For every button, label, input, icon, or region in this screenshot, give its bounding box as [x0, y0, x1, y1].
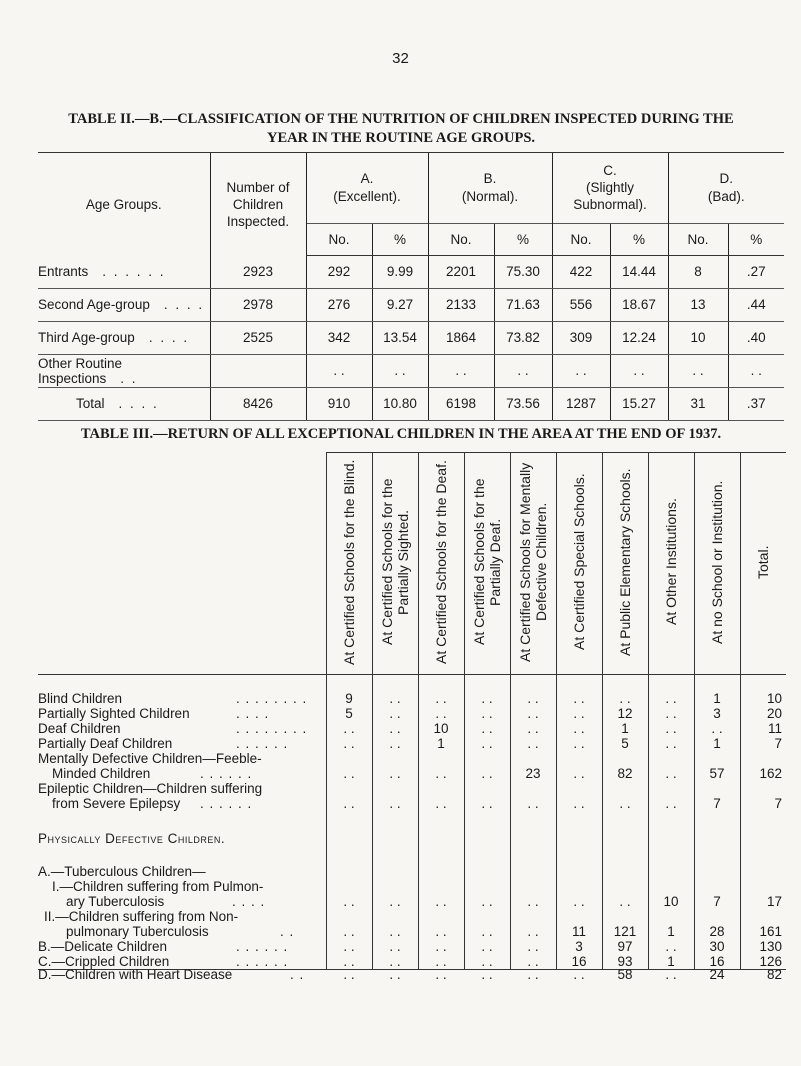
table-cell: . . — [481, 796, 493, 811]
table-cell: . . — [435, 967, 447, 982]
table-cell: . . — [573, 894, 585, 909]
table-cell: . . — [389, 967, 401, 982]
table-cell: . . — [527, 796, 539, 811]
table-cell: 7 — [713, 894, 721, 909]
cell-d-pct: .40 — [728, 321, 784, 354]
table3-header-rule — [38, 674, 786, 675]
a-no-header: No. — [306, 223, 372, 255]
table-cell: . . — [665, 766, 677, 781]
table-cell: 16 — [709, 954, 725, 969]
table-cell: . . — [711, 721, 723, 736]
total-cell: 20 — [766, 706, 782, 721]
nutrition-table — [38, 152, 784, 421]
table-cell: . . — [481, 924, 493, 939]
table-cell: . . — [343, 721, 355, 736]
table-cell: . . — [481, 706, 493, 721]
table-cell: 1 — [713, 691, 721, 706]
table-cell: 12 — [617, 706, 633, 721]
table-cell: . . — [527, 691, 539, 706]
table-cell: . . — [665, 721, 677, 736]
table-cell: . . — [435, 691, 447, 706]
dot-leader: . . . . — [148, 330, 190, 345]
table-cell: 57 — [709, 766, 725, 781]
age-group-label — [38, 288, 210, 321]
total-cell: 17 — [766, 894, 782, 909]
dot-leader: . . — [290, 967, 305, 982]
table-cell: . . — [619, 796, 631, 811]
total-cell: 7 — [774, 796, 782, 811]
grade-a-header — [306, 153, 428, 224]
cell-a-no: 292 — [306, 255, 372, 288]
cell-b-pct: 73.82 — [494, 321, 552, 354]
dot-leader: . . . . . . — [236, 939, 289, 954]
table-cell: . . — [389, 924, 401, 939]
grade-d-letter: D. — [719, 170, 733, 186]
cell-b-pct: 73.56 — [494, 387, 552, 420]
cell-inspected — [210, 354, 306, 387]
table-cell: 1 — [713, 736, 721, 751]
cell-d-pct: .27 — [728, 255, 784, 288]
column-header — [649, 455, 693, 669]
table-cell: . . — [527, 721, 539, 736]
table-cell: . . — [343, 954, 355, 969]
column-header-text: At Certified Schools for the Partially Sighted. — [379, 478, 411, 646]
column-header — [373, 455, 417, 669]
column-header — [741, 455, 785, 669]
row-label: Blind Children — [38, 691, 123, 706]
a-pct-header: % — [372, 223, 428, 255]
d-no-header: No. — [668, 223, 728, 255]
dot-leader: . . . . . . — [102, 263, 166, 279]
table-cell: . . — [435, 894, 447, 909]
table-cell: 1 — [437, 736, 445, 751]
dot-leader: . . — [280, 924, 295, 939]
table-cell: . . — [665, 796, 677, 811]
table-cell: 11 — [571, 924, 586, 939]
table-cell: . . — [481, 721, 493, 736]
column-header-text: Total. — [755, 545, 771, 579]
table-cell: 24 — [709, 967, 725, 982]
cell-b-pct: 71.63 — [494, 288, 552, 321]
table-cell: . . — [527, 924, 539, 939]
table-cell: 58 — [617, 967, 633, 982]
table-cell: . . — [527, 954, 539, 969]
grade-c-letter: C. — [603, 163, 617, 179]
cell-b-no: 6198 — [428, 387, 494, 420]
cell-d-pct: . . — [728, 354, 784, 387]
cell-a-pct: 10.80 — [372, 387, 428, 420]
cell-c-pct: 18.67 — [610, 288, 668, 321]
table-cell: . . — [389, 954, 401, 969]
table-cell: 1 — [621, 721, 629, 736]
table-cell: . . — [343, 939, 355, 954]
table-cell: . . — [665, 939, 677, 954]
total-cell: 82 — [766, 967, 782, 982]
cell-a-no: . . — [306, 354, 372, 387]
column-header — [511, 455, 555, 669]
table-cell: . . — [573, 796, 585, 811]
table-cell: 9 — [345, 691, 353, 706]
table-cell: . . — [481, 939, 493, 954]
table-cell: 97 — [617, 939, 633, 954]
total-cell: 7 — [774, 736, 782, 751]
dot-leader: . . . . — [163, 297, 205, 312]
age-groups-header: Age Groups. — [38, 153, 210, 256]
table-row — [38, 321, 784, 354]
table-cell: . . — [389, 706, 401, 721]
table-row — [38, 288, 784, 321]
cell-a-pct: . . — [372, 354, 428, 387]
table2-title — [40, 110, 762, 148]
table-cell: . . — [481, 736, 493, 751]
number-inspected-header: Number of Children Inspected. — [210, 153, 306, 256]
table-cell: 1 — [667, 924, 675, 939]
column-header-text: At Certified Schools for the Deaf. — [433, 460, 449, 664]
table-cell: . . — [665, 706, 677, 721]
row-label: C.—Crippled Children — [38, 954, 170, 969]
table-cell: . . — [665, 736, 677, 751]
age-group-name: Second Age-group — [38, 297, 150, 312]
table-cell: 3 — [713, 706, 721, 721]
table-cell: . . — [343, 894, 355, 909]
age-group-label — [38, 387, 210, 420]
cell-d-no: . . — [668, 354, 728, 387]
table-cell: . . — [619, 894, 631, 909]
table-cell: . . — [389, 894, 401, 909]
cell-d-pct: .37 — [728, 387, 784, 420]
age-group-label — [38, 321, 210, 354]
column-header-text: At Certified Schools for the Blind. — [341, 459, 357, 665]
column-header-text: At Public Elementary Schools. — [617, 468, 633, 656]
table-cell: . . — [573, 721, 585, 736]
table-cell: . . — [343, 967, 355, 982]
grade-b-header — [428, 153, 552, 224]
row-label: I.—Children suffering from Pulmon- — [52, 879, 264, 894]
column-header — [419, 455, 463, 669]
table-cell: . . — [481, 894, 493, 909]
table-cell: . . — [389, 736, 401, 751]
column-header — [327, 455, 371, 669]
column-header — [603, 455, 647, 669]
row-label: ary Tuberculosis — [66, 894, 165, 909]
table-cell: . . — [435, 954, 447, 969]
table-cell: . . — [343, 766, 355, 781]
grade-b-letter: B. — [483, 170, 497, 186]
table-cell: . . — [435, 706, 447, 721]
cell-c-no: 422 — [552, 255, 610, 288]
table-row — [38, 255, 784, 288]
table-cell: . . — [435, 939, 447, 954]
dot-leader: . . . . . . — [200, 766, 253, 781]
column-header-text: At Certified Schools for Mentally Defective Children. — [517, 462, 549, 662]
total-cell: 161 — [759, 924, 782, 939]
grade-a-letter: A. — [360, 170, 374, 186]
cell-b-no: 2133 — [428, 288, 494, 321]
table-cell: 3 — [575, 939, 583, 954]
row-label: Partially Deaf Children — [38, 736, 173, 751]
cell-d-pct: .44 — [728, 288, 784, 321]
age-group-label — [38, 354, 210, 387]
dot-leader: . . . . . . . . — [236, 691, 308, 706]
cell-d-no: 13 — [668, 288, 728, 321]
grade-b-label: (Normal). — [461, 188, 519, 204]
table-cell: 16 — [571, 954, 587, 969]
table-cell: . . — [527, 967, 539, 982]
cell-a-pct: 9.99 — [372, 255, 428, 288]
table-cell: . . — [389, 721, 401, 736]
grade-c-label: (Slightly Subnormal). — [573, 180, 647, 213]
column-header-text: At Certified Special Schools. — [571, 473, 587, 651]
table-cell: . . — [435, 796, 447, 811]
total-cell: 162 — [759, 766, 782, 781]
cell-b-no: 2201 — [428, 255, 494, 288]
cell-b-no: . . — [428, 354, 494, 387]
cell-c-pct: 15.27 — [610, 387, 668, 420]
table-cell: 5 — [621, 736, 629, 751]
cell-a-pct: 9.27 — [372, 288, 428, 321]
cell-a-no: 910 — [306, 387, 372, 420]
cell-d-no: 8 — [668, 255, 728, 288]
page-number: 32 — [392, 50, 409, 67]
column-header-text: At Certified Schools for the Partially Deaf. — [471, 478, 503, 646]
table-cell: . . — [481, 954, 493, 969]
table-cell: . . — [619, 691, 631, 706]
dot-leader: . . . . . . . . — [236, 721, 308, 736]
dot-leader: . . . . — [232, 894, 266, 909]
tuberculous-heading: A.—Tuberculous Children— — [38, 864, 206, 879]
total-cell: 126 — [759, 954, 782, 969]
age-group-name: Entrants — [38, 263, 89, 279]
table-cell: 28 — [709, 924, 725, 939]
cell-b-pct: 75.30 — [494, 255, 552, 288]
b-pct-header: % — [494, 223, 552, 255]
table-cell: . . — [481, 691, 493, 706]
table-cell: 5 — [345, 706, 353, 721]
age-group-name: Other Routine Inspections — [38, 355, 123, 386]
physically-defective-heading: Physically Defective Children. — [38, 831, 226, 846]
table-cell: . . — [389, 796, 401, 811]
row-label: from Severe Epilepsy — [52, 796, 181, 811]
table-cell: . . — [665, 691, 677, 706]
column-header — [557, 455, 601, 669]
dot-leader: . . . . . . — [236, 954, 289, 969]
table-cell: . . — [573, 736, 585, 751]
cell-c-no: 309 — [552, 321, 610, 354]
cell-a-pct: 13.54 — [372, 321, 428, 354]
table-cell: 10 — [433, 721, 449, 736]
cell-a-no: 342 — [306, 321, 372, 354]
row-label: Epileptic Children—Children suffering — [38, 781, 263, 796]
row-label: Mentally Defective Children—Feeble- — [38, 751, 262, 766]
row-label: Partially Sighted Children — [38, 706, 190, 721]
table-cell: . . — [481, 967, 493, 982]
total-row — [38, 387, 784, 420]
row-label: Deaf Children — [38, 721, 121, 736]
table-cell: 121 — [613, 924, 637, 939]
row-label: II.—Children suffering from Non- — [44, 909, 239, 924]
column-header-text: At Other Institutions. — [663, 498, 679, 626]
dot-leader: . . . . . . — [200, 796, 253, 811]
d-pct-header: % — [728, 223, 784, 255]
dot-leader: . . . . — [118, 396, 159, 411]
b-no-header: No. — [428, 223, 494, 255]
table-cell: . . — [343, 924, 355, 939]
table-cell: . . — [527, 706, 539, 721]
table-cell: . . — [389, 691, 401, 706]
table-cell: . . — [527, 894, 539, 909]
cell-b-no: 1864 — [428, 321, 494, 354]
cell-c-no: . . — [552, 354, 610, 387]
table-cell: 30 — [709, 939, 725, 954]
table-cell: . . — [665, 967, 677, 982]
cell-c-no: 1287 — [552, 387, 610, 420]
total-cell: 11 — [767, 721, 782, 736]
table-cell: . . — [573, 691, 585, 706]
cell-b-pct: . . — [494, 354, 552, 387]
age-group-name: Total — [76, 396, 105, 411]
table-cell: 1 — [667, 954, 675, 969]
cell-d-no: 31 — [668, 387, 728, 420]
cell-c-no: 556 — [552, 288, 610, 321]
table-row — [38, 354, 784, 387]
table3-title: TABLE III.—RETURN OF ALL EXCEPTIONAL CHILDREN IN THE AREA AT THE END OF 1937. — [80, 426, 722, 442]
table-cell: . . — [343, 796, 355, 811]
cell-a-no: 276 — [306, 288, 372, 321]
dot-leader: . . . . — [236, 706, 270, 721]
column-header-text: At no School or Institution. — [709, 480, 725, 644]
column-header — [465, 455, 509, 669]
table-cell: . . — [527, 939, 539, 954]
table-cell: 82 — [617, 766, 633, 781]
table-cell: . . — [343, 736, 355, 751]
cell-c-pct: . . — [610, 354, 668, 387]
cell-inspected: 2923 — [210, 255, 306, 288]
cell-c-pct: 14.44 — [610, 255, 668, 288]
cell-inspected: 8426 — [210, 387, 306, 420]
row-label: B.—Delicate Children — [38, 939, 168, 954]
table-cell: 7 — [713, 796, 721, 811]
table-cell: 10 — [663, 894, 679, 909]
cell-inspected: 2525 — [210, 321, 306, 354]
c-no-header: No. — [552, 223, 610, 255]
table-cell: . . — [573, 706, 585, 721]
cell-d-no: 10 — [668, 321, 728, 354]
row-label: D.—Children with Heart Disease — [38, 967, 233, 982]
table-cell: . . — [435, 924, 447, 939]
c-pct-header: % — [610, 223, 668, 255]
table-cell: . . — [389, 766, 401, 781]
total-cell: 130 — [759, 939, 782, 954]
table-cell: . . — [481, 766, 493, 781]
table-cell: . . — [389, 939, 401, 954]
cell-inspected: 2978 — [210, 288, 306, 321]
dot-leader: . . . . . . — [236, 736, 289, 751]
age-group-label — [38, 255, 210, 288]
grade-c-header — [552, 153, 668, 224]
row-label: Minded Children — [52, 766, 151, 781]
row-label: pulmonary Tuberculosis — [66, 924, 209, 939]
dot-leader: . . — [120, 370, 138, 386]
column-header — [695, 455, 739, 669]
table-cell: . . — [573, 766, 585, 781]
total-cell: 10 — [766, 691, 782, 706]
table2-title-line2: YEAR IN THE ROUTINE AGE GROUPS. — [266, 130, 536, 146]
table-cell: . . — [573, 967, 585, 982]
cell-c-pct: 12.24 — [610, 321, 668, 354]
grade-d-header — [668, 153, 784, 224]
table2-title-line1: TABLE II.—B.—CLASSIFICATION OF THE NUTRITION OF CHILDREN INSPECTED DURING THE — [68, 111, 734, 127]
table-cell: 23 — [525, 766, 541, 781]
age-group-name: Third Age-group — [38, 330, 135, 345]
table-cell: 93 — [617, 954, 633, 969]
table-cell: . . — [527, 736, 539, 751]
grade-d-label: (Bad). — [707, 188, 745, 204]
table-cell: . . — [435, 766, 447, 781]
grade-a-label: (Excellent). — [333, 188, 401, 204]
